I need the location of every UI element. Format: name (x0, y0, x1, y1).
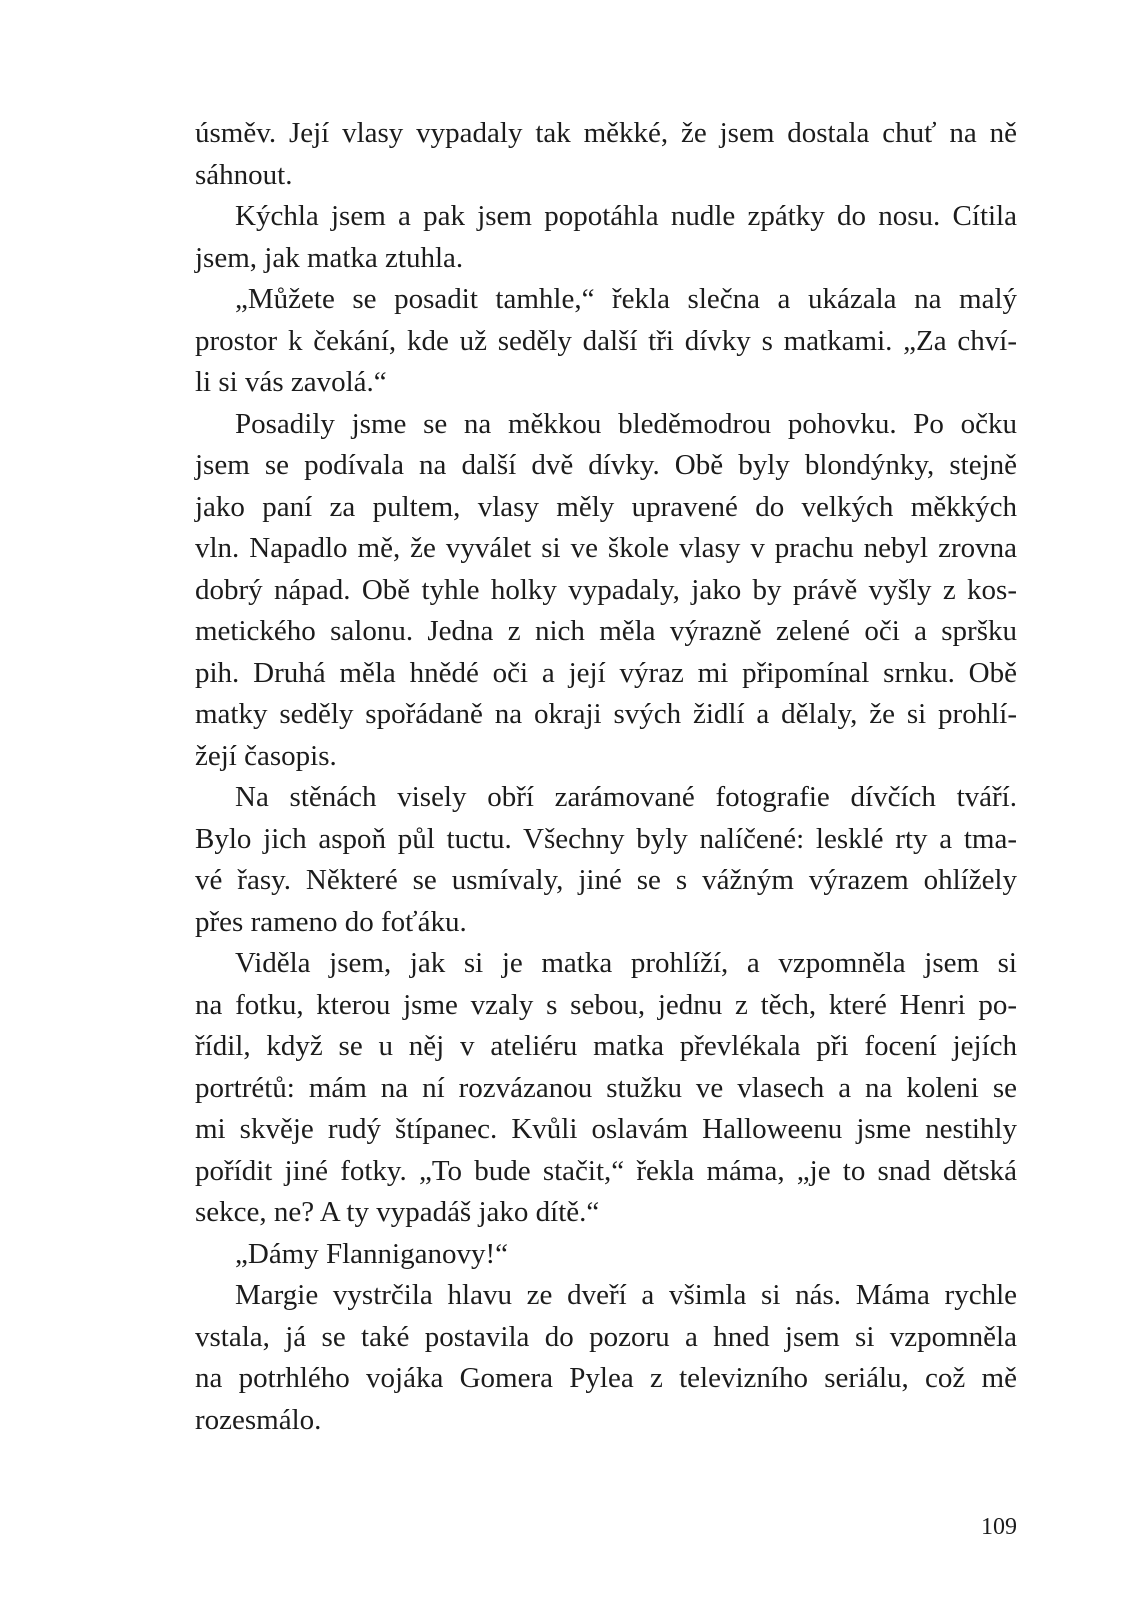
text-line: žejí časopis. (195, 739, 337, 772)
text-line: prostor k čekání, kde už seděly další tři dívky s matkami. „Za chví- (195, 324, 1017, 357)
text-line: rozesmálo. (195, 1403, 322, 1436)
text-line: pih. Druhá měla hnědé oči a její výraz mi připomínal srnku. Obě (195, 656, 1017, 689)
text-line: Bylo jich aspoň půl tuctu. Všechny byly nalíčené: lesklé rty a tma- (195, 822, 1017, 855)
page-number: 109 (981, 1514, 1017, 1540)
text-line: Kýchla jsem a pak jsem popotáhla nudle zpátky do nosu. Cítila (235, 200, 1017, 232)
text-line: „Můžete se posadit tamhle,“ řekla slečna a ukázala na malý (235, 283, 1017, 315)
text-line: mi skvěje rudý štípanec. Kvůli oslavám Halloweenu jsme nestihly (195, 1113, 1017, 1145)
text-line: portrétů: mám na ní rozvázanou stužku ve vlasech a na koleni se (195, 1071, 1017, 1104)
body-text (195, 113, 1017, 1441)
text-line: na potrhlého vojáka Gomera Pylea z televizního seriálu, což mě (195, 1362, 1017, 1394)
text-line: vln. Napadlo mě, že vyválet si ve škole vlasy v prachu nebyl zrovna (195, 532, 1017, 564)
text-line: úsměv. Její vlasy vypadaly tak měkké, že jsem dostala chuť na ně (195, 117, 1017, 149)
text-line: pořídit jiné fotky. „To bude stačit,“ řekla máma, „je to snad dětská (195, 1154, 1017, 1187)
text-line: jsem se podívala na další dvě dívky. Obě byly blondýnky, stejně (195, 449, 1017, 481)
text-line: jako paní za pultem, vlasy měly upravené do velkých měkkých (195, 490, 1017, 523)
text-line: sáhnout. (195, 158, 293, 191)
text-line: „Dámy Flanniganovy!“ (235, 1237, 509, 1270)
text-line: jsem, jak matka ztuhla. (195, 241, 464, 274)
text-line: Viděla jsem, jak si je matka prohlíží, a vzpomněla jsem si (235, 947, 1017, 979)
text-line: vstala, já se také postavila do pozoru a hned jsem si vzpomněla (195, 1320, 1017, 1353)
text-line: přes rameno do foťáku. (195, 905, 467, 938)
text-line: Na stěnách visely obří zarámované fotografie dívčích tváří. (235, 781, 1017, 813)
text-line: vé řasy. Některé se usmívaly, jiné se s vážným výrazem ohlížely (195, 864, 1017, 896)
text-line: li si vás zavolá.“ (195, 366, 387, 398)
text-line: sekce, ne? A ty vypadáš jako dítě.“ (195, 1196, 600, 1228)
text-line: Margie vystrčila hlavu ze dveří a všimla si nás. Máma rychle (235, 1279, 1017, 1311)
text-line: matky seděly spořádaně na okraji svých židlí a dělaly, že si prohlí- (195, 698, 1017, 730)
text-line: dobrý nápad. Obě tyhle holky vypadaly, jako by právě vyšly z kos- (195, 573, 1017, 606)
text-line: metického salonu. Jedna z nich měla výrazně zelené oči a spršku (195, 615, 1017, 647)
text-line: Posadily jsme se na měkkou bleděmodrou pohovku. Po očku (235, 407, 1017, 440)
text-line: na fotku, kterou jsme vzaly s sebou, jednu z těch, které Henri po- (195, 988, 1017, 1021)
text-line: řídil, když se u něj v ateliéru matka převlékala při focení jejích (195, 1030, 1017, 1062)
